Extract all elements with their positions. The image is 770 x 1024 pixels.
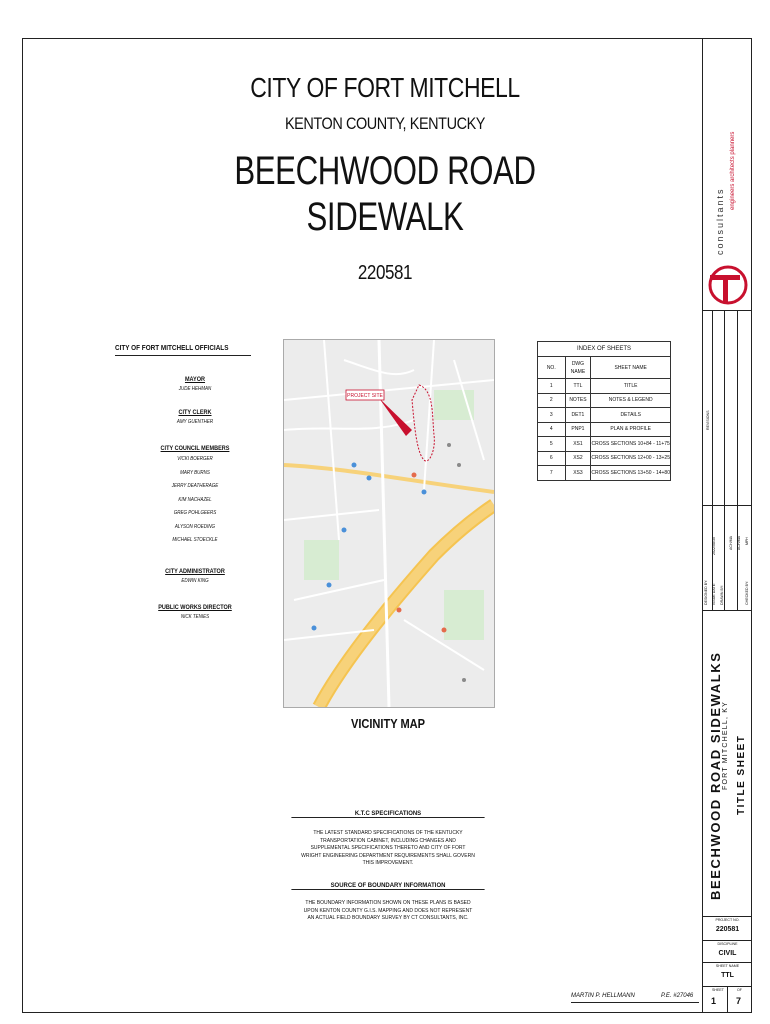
of-label: OF [737, 988, 742, 992]
row-no: 5 [538, 437, 566, 452]
row-dwg: NOTES [565, 393, 591, 408]
sheet-divider [727, 986, 728, 1013]
row-dwg: DET1 [565, 408, 591, 423]
row-sheet-name: DETAILS [591, 408, 671, 423]
row-no: 1 [538, 379, 566, 394]
index-of-sheets [537, 341, 671, 481]
project-number: 220581 [357, 262, 413, 284]
table-row [538, 466, 671, 481]
sheet-name-value: TTL [721, 972, 734, 979]
row-sheet-name: TITLE [591, 379, 671, 394]
index-table [537, 341, 671, 481]
table-row [538, 393, 671, 408]
title-block-sheet-title: TITLE SHEET [736, 734, 747, 815]
ct-logo-icon [704, 125, 750, 315]
designed-by-value: ACH/MA [729, 536, 733, 550]
firm-tagline: engineers architects planners [730, 131, 736, 210]
sheet-total: 7 [736, 996, 742, 1006]
sheet-number: 1 [711, 996, 717, 1006]
col-no: NO. [538, 357, 566, 379]
mayor-role: MAYOR [184, 376, 206, 383]
drawn-by-value: ACH/MA [737, 536, 741, 550]
project-no-label: PROJECT NO. [715, 918, 740, 922]
firm-name: consultants [715, 187, 725, 255]
officials-panel [115, 341, 275, 620]
row-sheet-name: PLAN & PROFILE [591, 422, 671, 437]
row-sheet-name: CROSS SECTIONS 10+84 - 11+75 [591, 437, 671, 452]
row-no: 7 [538, 466, 566, 481]
engineer-pe-number: P.E. #27046 [661, 993, 694, 999]
title-block-location: FORT MITCHELL, KY [722, 701, 729, 790]
council-member: MARY BURNS [180, 469, 210, 476]
project-title-line1: BEECHWOOD ROAD [234, 149, 536, 193]
issue-date-value: 2022/08/30 [712, 537, 716, 555]
row-sheet-name: NOTES & LEGEND [591, 393, 671, 408]
boundary-body: THE BOUNDARY INFORMATION SHOWN ON THESE PLANS IS BASED UPON KENTON COUNTY G.I.S. MAPPING AND DOES NOT REPRESENT AN ACTUAL FIELD BOUNDARY SURVEY BY CT CONSULTANTS, INC. [303, 900, 473, 922]
map-graphic [284, 340, 494, 707]
sheet-name-label: SHEET NAME [715, 964, 740, 968]
row-dwg: PNP1 [565, 422, 591, 437]
council-role: CITY COUNCIL MEMBERS [160, 445, 230, 452]
table-row [538, 408, 671, 423]
row-sheet-name: CROSS SECTIONS 12+00 - 13+25 [591, 451, 671, 466]
table-row [538, 379, 671, 394]
row-dwg: TTL [565, 379, 591, 394]
table-row [538, 422, 671, 437]
row-no: 3 [538, 408, 566, 423]
admin-name: EDWIN KING [181, 577, 209, 584]
title-block-line [702, 916, 752, 917]
row-dwg: XS2 [565, 451, 591, 466]
drawn-by-label: DRAWN BY: [720, 584, 724, 605]
city-title: CITY OF FORT MITCHELL [250, 72, 520, 103]
signature-line [571, 1002, 699, 1003]
public-works-role: PUBLIC WORKS DIRECTOR [158, 603, 232, 611]
council-member: ALYSON ROEDING [174, 523, 216, 530]
project-site-label: PROJECT SITE [347, 393, 383, 399]
discipline-value: CIVIL [718, 950, 737, 957]
row-no: 4 [538, 422, 566, 437]
clerk-role: CITY CLERK [178, 409, 212, 416]
col-dwg: DWG NAME [565, 357, 591, 379]
title-block-project: BEECHWOOD ROAD SIDEWALKS [708, 651, 723, 900]
revision-divider [737, 310, 738, 610]
boundary-header: SOURCE OF BOUNDARY INFORMATION [291, 882, 484, 890]
row-sheet-name: CROSS SECTIONS 13+50 - 14+80 [591, 466, 671, 481]
council-member: GREG POHLGEERS [173, 510, 217, 516]
col-sheet-name: SHEET NAME [591, 357, 671, 379]
row-no: 6 [538, 451, 566, 466]
discipline-label: DISCIPLINE [717, 942, 738, 946]
issue-date-label: ISSUE DATE: [712, 582, 716, 605]
engineer-name: MARTIN P. HELLMANN [571, 993, 635, 999]
county-subtitle: KENTON COUNTY, KENTUCKY [284, 114, 486, 133]
table-row [538, 451, 671, 466]
title-block-line [702, 505, 752, 506]
sheet-label: SHEET [712, 988, 724, 992]
title-block-line [702, 610, 752, 611]
revisions-label: REVISIONS [706, 410, 710, 430]
ktc-spec-header: K.T.C SPECIFICATIONS [291, 810, 484, 818]
vicinity-map [283, 339, 495, 708]
row-no: 2 [538, 393, 566, 408]
firm-logo [704, 125, 750, 315]
project-title-line2: SIDEWALK [306, 195, 464, 239]
index-header: INDEX OF SHEETS [538, 342, 671, 357]
checked-by-label: CHECKED BY: [745, 580, 749, 605]
ktc-spec-body: THE LATEST STANDARD SPECIFICATIONS OF THE KENTUCKY TRANSPORTATION CABINET, INCLUDING CHANGES AND SUPPLEMENTAL SPECIFICATIONS THERETO AND CITY OF FORT WRIGHT ENGINEERING DEPARTMENT REQUIREMENTS SHALL GOVERN THIS IMPROVEMENT. [301, 830, 475, 867]
council-member: JERRY DEATHERAGE [171, 483, 219, 489]
table-row [538, 437, 671, 452]
designed-by-label: DESIGNED BY: [704, 579, 708, 605]
title-block-line [702, 962, 752, 963]
checked-by-value: MPH [745, 537, 749, 545]
row-dwg: XS3 [565, 466, 591, 481]
clerk-name: AMY GUENTHER [176, 419, 214, 425]
project-title [85, 148, 686, 240]
officials-header: CITY OF FORT MITCHELL OFFICIALS [115, 341, 251, 356]
title-block-line [702, 940, 752, 941]
admin-role: CITY ADMINISTRATOR [165, 567, 225, 575]
council-member: MICHAEL STOECKLE [172, 537, 218, 543]
title-block-divider [702, 38, 703, 1013]
row-dwg: XS1 [565, 437, 591, 452]
vicinity-map-title: VICINITY MAP [350, 716, 426, 731]
mayor-name: JUDE HEHMAN [178, 386, 212, 392]
council-list [115, 453, 275, 548]
revision-divider [712, 310, 713, 610]
council-member: KIM NACHAZEL [178, 496, 212, 503]
revision-divider [724, 310, 725, 610]
public-works-name: NICK TENIES [180, 613, 210, 620]
project-no-value: 220581 [715, 926, 740, 933]
council-member: VICKI BOERGER [177, 456, 213, 462]
